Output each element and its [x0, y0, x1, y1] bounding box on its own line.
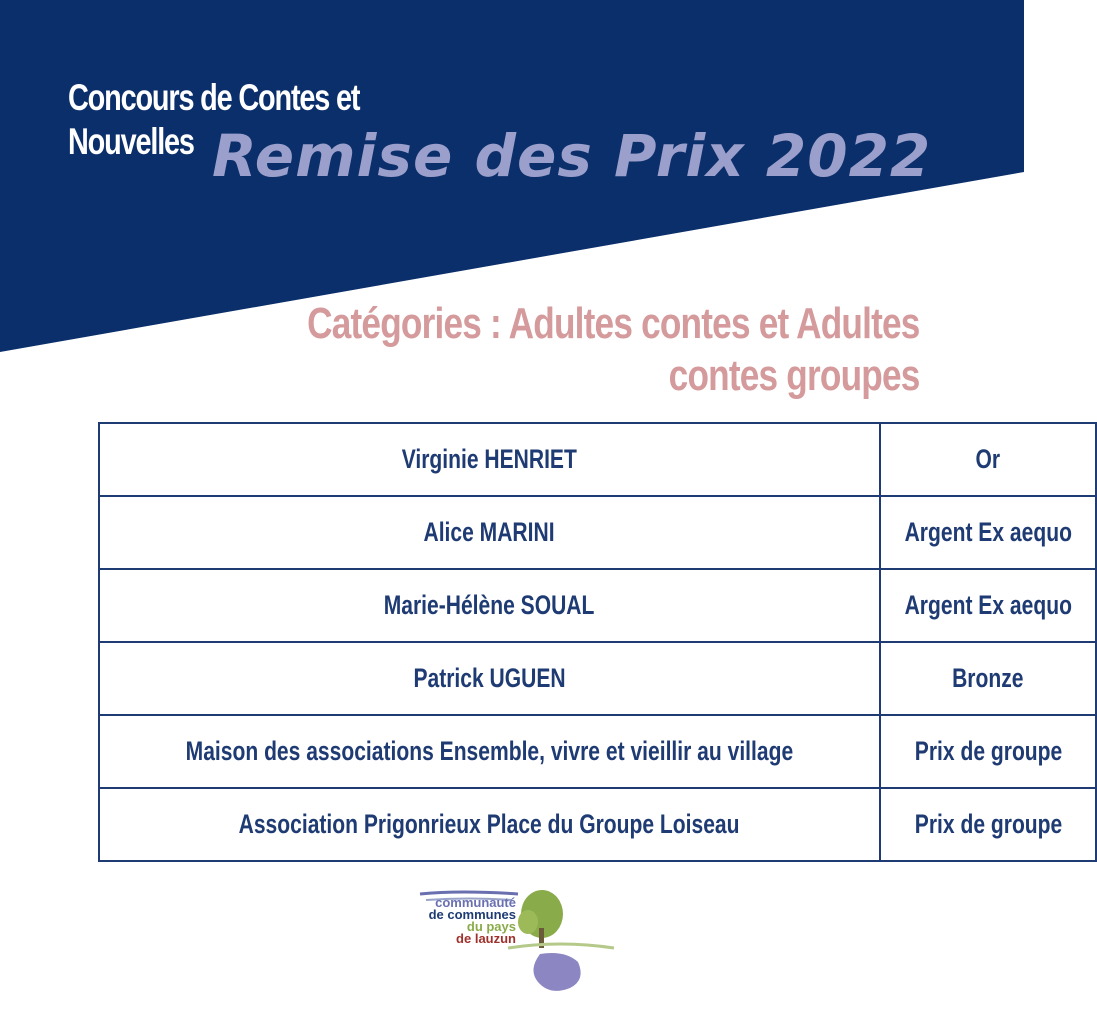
prize-cell — [880, 715, 1097, 788]
winner-name-cell — [99, 423, 880, 496]
contest-title-line2: Nouvelles — [68, 121, 194, 162]
table-row — [99, 423, 1096, 496]
winner-name: Virginie HENRIET — [401, 444, 577, 474]
winner-name-cell — [99, 496, 880, 569]
results-table — [98, 422, 1097, 862]
prize-label: Argent Ex aequo — [904, 590, 1072, 620]
winner-name-cell — [99, 715, 880, 788]
prize-cell — [880, 642, 1097, 715]
table-row — [99, 715, 1096, 788]
winner-name-cell — [99, 569, 880, 642]
table-row — [99, 569, 1096, 642]
prize-cell — [880, 788, 1097, 861]
category-line2: contes groupes — [669, 351, 920, 400]
logo-line2: de communes — [428, 907, 516, 922]
event-title: Remise des Prix 2022 — [212, 122, 932, 190]
prize-cell — [880, 569, 1097, 642]
logo-line1: communauté — [435, 895, 516, 910]
community-logo — [400, 884, 620, 999]
prize-label: Argent Ex aequo — [904, 517, 1072, 547]
winner-name: Marie-Hélène SOUAL — [384, 590, 595, 620]
category-heading — [154, 298, 920, 402]
prize-label: Or — [975, 444, 1001, 474]
prize-label: Bronze — [952, 663, 1024, 693]
prize-label: Prix de groupe — [914, 736, 1062, 766]
winner-name: Association Prigonrieux Place du Groupe Loiseau — [238, 809, 740, 839]
prize-cell — [880, 423, 1097, 496]
prize-cell — [880, 496, 1097, 569]
logo-line4: de lauzun — [456, 931, 516, 946]
contest-title-line1: Concours de Contes et — [68, 77, 360, 118]
table-row — [99, 788, 1096, 861]
table-row — [99, 496, 1096, 569]
prize-label: Prix de groupe — [914, 809, 1062, 839]
table-row — [99, 642, 1096, 715]
winner-name: Patrick UGUEN — [413, 663, 566, 693]
logo-line3: du pays — [466, 919, 516, 934]
winner-name: Maison des associations Ensemble, vivre et vieillir au village — [185, 736, 794, 766]
winner-name-cell — [99, 642, 880, 715]
winner-name: Alice MARINI — [423, 517, 555, 547]
winner-name-cell — [99, 788, 880, 861]
category-line1: Catégories : Adultes contes et Adultes — [307, 299, 920, 348]
